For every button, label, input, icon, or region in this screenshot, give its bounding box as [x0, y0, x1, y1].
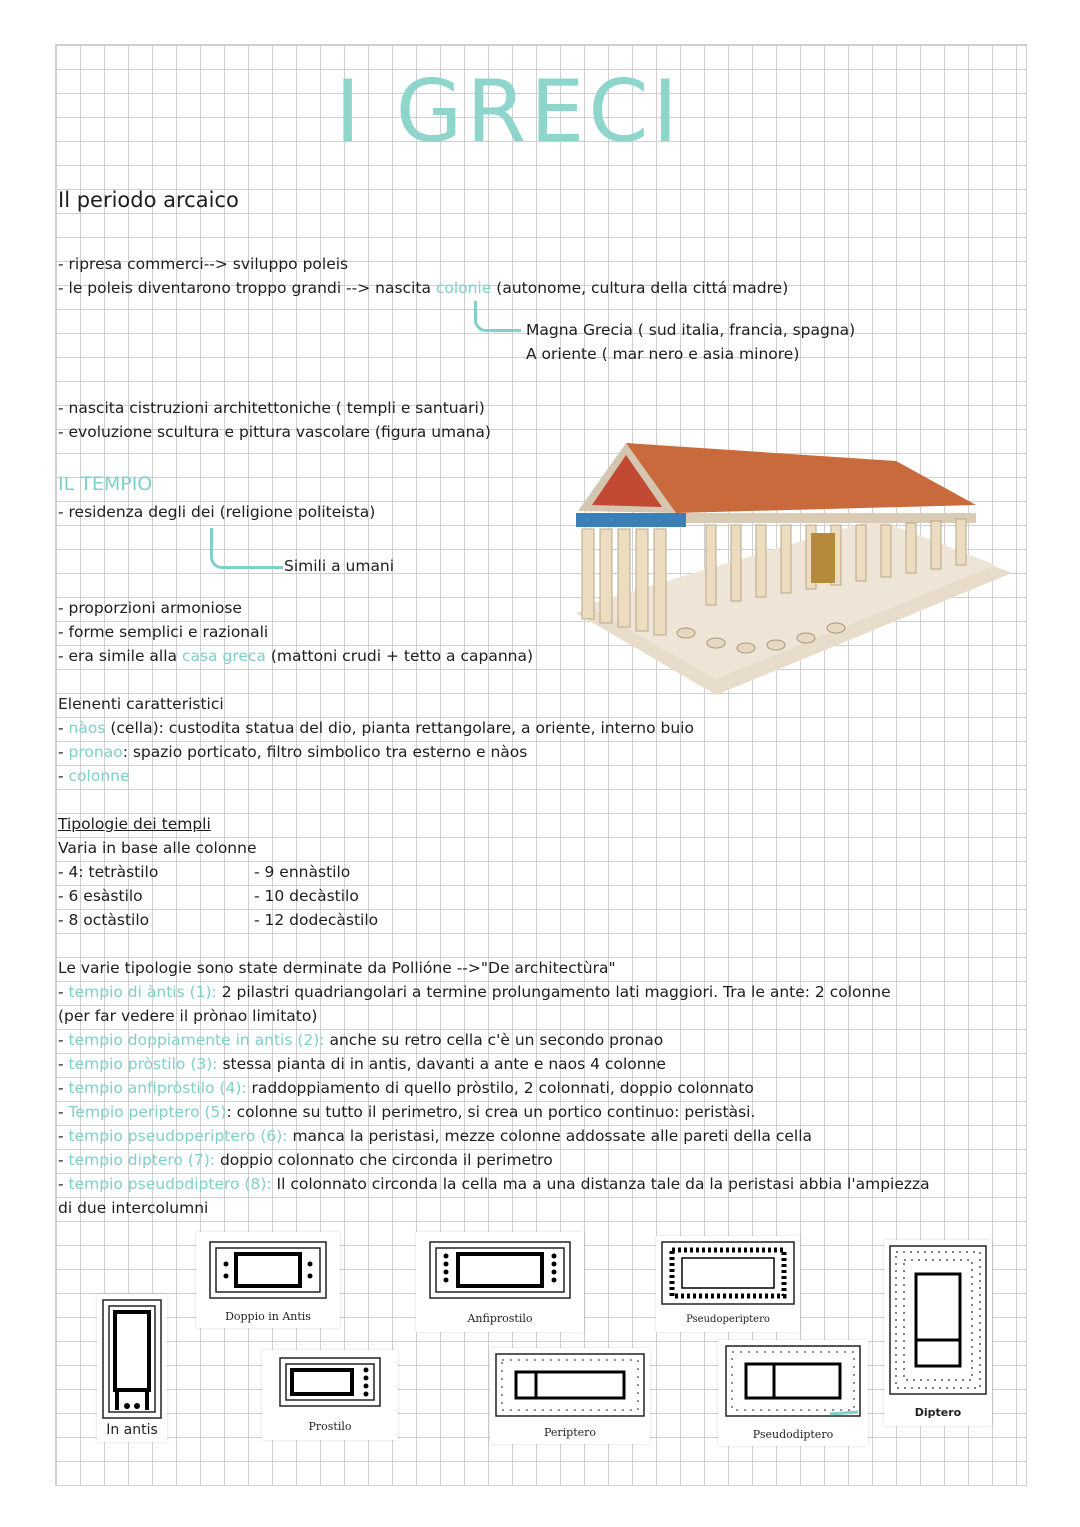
- temple-illustration: [556, 433, 1012, 695]
- plan-doppio-antis: [196, 1232, 340, 1328]
- plan-anfiprostilo: [416, 1232, 584, 1332]
- plan-in-antis: [97, 1294, 167, 1442]
- branch-oriente: A oriente ( mar nero e asia minore): [526, 345, 800, 363]
- tipo-antis: - tempio di àntis (1): 2 pilastri quadriangolari a termine prolungamento lati maggiori. Tra le ante: 2 colonne: [58, 983, 891, 1001]
- caption-diptero: Diptero: [914, 1406, 962, 1419]
- heading-periodo-arcaico: Il periodo arcaico: [58, 188, 239, 212]
- simili-connector: [210, 528, 283, 569]
- line-costruzioni: - nascita cistruzioni architettoniche ( templi e santuari): [58, 399, 485, 417]
- caption-doppio-antis: Doppio in Antis: [225, 1310, 311, 1323]
- plan-periptero: [490, 1348, 650, 1444]
- caption-periptero: Periptero: [543, 1426, 597, 1439]
- tipo-periptero: - Tempio periptero (5): colonne su tutto il perimetro, si crea un portico continuo: peristàsi.: [58, 1103, 756, 1121]
- tipo-pseudoperiptero: - tempio pseudoperiptero (6): manca la peristasi, mezze colonne addossate alle pareti della cella: [58, 1127, 812, 1145]
- tipo-diptero: - tempio diptero (7): doppio colonnato che circonda il perimetro: [58, 1151, 553, 1169]
- tipologia-12: - 12 dodecàstilo: [254, 911, 379, 929]
- caption-anfiprostilo: Anfiprostilo: [467, 1312, 533, 1325]
- line-colonne: - colonne: [58, 767, 130, 785]
- caption-pseudodiptero: Pseudodiptero: [752, 1428, 834, 1441]
- branch-magna-grecia: Magna Grecia ( sud italia, francia, spagna): [526, 321, 856, 339]
- branch-connector: [474, 301, 521, 332]
- heading-elementi: Elenenti caratteristici: [58, 695, 224, 713]
- heading-il-tempio: IL TEMPIO: [58, 473, 153, 495]
- tipo-pseudodiptero-cont: di due intercolumni: [58, 1199, 209, 1217]
- tipo-anfiprostilo: - tempio anfipròstilo (4): raddoppiamento di quello pròstilo, 2 colonnati, doppio colonnato: [58, 1079, 754, 1097]
- line-casa-greca: - era simile alla casa greca (mattoni crudi + tetto a capanna): [58, 647, 534, 665]
- page-title: I GRECI: [335, 62, 682, 162]
- line-simili: Simili a umani: [284, 557, 395, 575]
- line-naos: - nàos (cella): custodita statua del dio, pianta rettangolare, a oriente, interno buio: [58, 719, 694, 737]
- plan-diptero: [884, 1240, 992, 1426]
- caption-in-antis: In antis: [106, 1422, 158, 1438]
- tipologia-10: - 10 decàstilo: [254, 887, 359, 905]
- line-ripresa: - ripresa commerci--> sviluppo poleis: [58, 255, 349, 273]
- line-poleis: - le poleis diventarono troppo grandi --> nascita colonie (autonome, cultura della cittá madre): [58, 279, 789, 297]
- line-varia: Varia in base alle colonne: [58, 839, 257, 857]
- tipologia-9: - 9 ennàstilo: [254, 863, 351, 881]
- tipologia-6: - 6 esàstilo: [58, 887, 143, 905]
- line-pollione: Le varie tipologie sono state derminate da Pollióne -->"De architectùra": [58, 959, 616, 977]
- tipo-antis-cont: (per far vedere il prònao limitato): [58, 1007, 318, 1025]
- line-evoluzione: - evoluzione scultura e pittura vascolare (figura umana): [58, 423, 491, 441]
- line-pronao: - pronao: spazio porticato, filtro simbolico tra esterno e nàos: [58, 743, 528, 761]
- tipologia-4: - 4: tetràstilo: [58, 863, 159, 881]
- plan-pseudoperiptero: [656, 1236, 800, 1332]
- line-proporzioni: - proporzioni armoniose: [58, 599, 242, 617]
- plan-prostilo: [262, 1350, 398, 1440]
- plan-pseudodiptero: [718, 1340, 868, 1446]
- line-forme: - forme semplici e razionali: [58, 623, 269, 641]
- tipologia-8: - 8 octàstilo: [58, 911, 150, 929]
- line-residenza: - residenza degli dei (religione politeista): [58, 503, 376, 521]
- tipo-prostilo: - tempio pròstilo (3): stessa pianta di in antis, davanti a ante e naos 4 colonne: [58, 1055, 666, 1073]
- tipo-doppio-antis: - tempio doppiamente in antis (2): anche su retro cella c'è un secondo pronao: [58, 1031, 664, 1049]
- heading-tipologie: Tipologie dei templi: [58, 815, 211, 833]
- caption-prostilo: Prostilo: [308, 1420, 352, 1433]
- caption-pseudoperiptero: Pseudoperiptero: [686, 1314, 770, 1325]
- tipo-pseudodiptero: - tempio pseudodiptero (8): Il colonnato circonda la cella ma a una distanza tale da la peristasi abbia l'ampiezza: [58, 1175, 930, 1193]
